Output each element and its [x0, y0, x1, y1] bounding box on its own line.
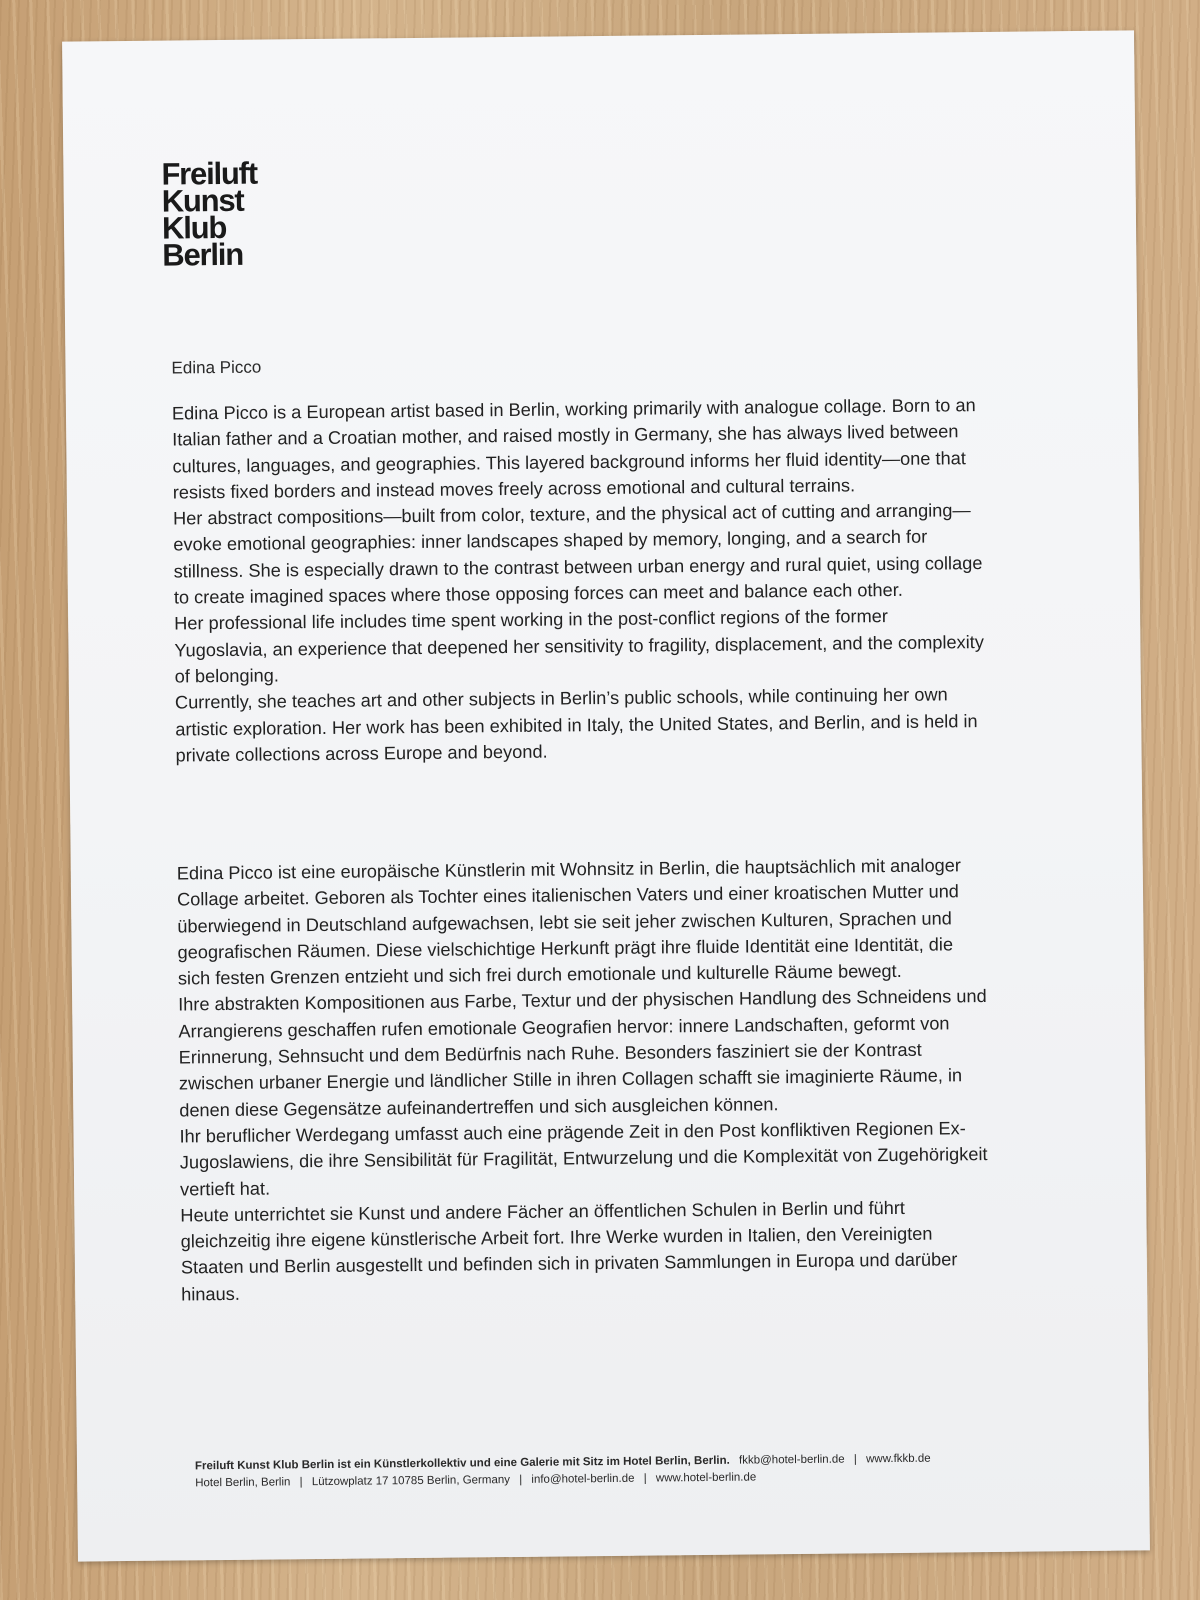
logo-line-3: Klub: [161, 209, 227, 246]
logo-line-4: Berlin: [162, 236, 244, 273]
german-paragraph: Ihre abstrakten Kompositionen aus Farbe, Textur und der physischen Handlung des Schneidens und Arrangierens geschaffen rufen emotionale Geografien hervor: innere Landschaften, geformt von Erinnerung, Sehnsucht und dem Bedürfnis nach Ruhe. Besonders fasziniert sie der Kontrast zwischen urbaner Energie und ländlicher Stille in ihren Collagen schafft sie imaginierte Räume, in denen diese Gegensätze aufeinandertreffen und sich ausgleichen können.: [178, 986, 987, 1121]
logo-line-2: Kunst: [161, 182, 244, 219]
footer-separator: |: [643, 1472, 647, 1485]
german-paragraph: Ihr beruflicher Werdegang umfasst auch eine prägende Zeit in den Post konfliktiven Regionen Ex-Jugoslawiens, die ihre Sensibilität für Fragilität, Entwurzelung und die Komplexität von Zugehörigkeit vertieft hat.: [179, 1118, 988, 1200]
document-sheet: [62, 30, 1150, 1561]
english-paragraph: Her professional life includes time spent working in the post-conflict regions of the former Yugoslavia, an experience that deepened her sensitivity to fragility, displacement, and the complexity of belonging.: [174, 606, 984, 687]
footer-separator: |: [853, 1453, 857, 1466]
footer-email-hotel: info@hotel-berlin.de: [531, 1472, 635, 1486]
english-paragraph: Currently, she teaches art and other subjects in Berlin’s public schools, while continuing her own artistic exploration. Her work has been exhibited in Italy, the United States, and Berlin, and is held in private collections across Europe and beyond.: [174, 684, 978, 766]
footer-tagline: Freiluft Kunst Klub Berlin ist ein Künstlerkollektiv und eine Galerie mit Sitz im Hotel Berlin, Berlin.: [194, 1454, 730, 1473]
german-biography: [177, 852, 992, 1308]
footer-web-fkkb: www.fkkb.de: [866, 1452, 931, 1466]
german-paragraph: Heute unterrichtet sie Kunst und andere Fächer an öffentlichen Schulen in Berlin und führt gleichzeitig ihre eigene künstlerische Arbeit fort. Ihre Werke wurden in Italien, den Vereinigten Staaten und Berlin ausgestellt und befinden sich in privaten Sammlungen in Europa und darüber hinaus.: [180, 1197, 958, 1305]
author-name: Edina Picco: [171, 357, 262, 378]
english-paragraph: Edina Picco is a European artist based in Berlin, working primarily with analogue collage. Born to an Italian father and a Croatian mother, and raised mostly in Germany, she has always lived between cultures, languages, and geographies. This layered background informs her fluid identity—one that resists fixed borders and instead moves freely across emotional and cultural terrains.: [171, 395, 976, 503]
footer-separator: |: [299, 1476, 303, 1489]
footer-address: Lützowplatz 17 10785 Berlin, Germany: [311, 1474, 511, 1489]
english-paragraph: Her abstract compositions—built from color, texture, and the physical act of cutting and arranging—evoke emotional geographies: inner landscapes shaped by memory, longing, and a search for stillness. She is especially drawn to the contrast between urban energy and rural quiet, using collage to create imagined spaces where those opposing forces can meet and balance each other.: [172, 500, 983, 608]
footer-email-fkkb: fkkb@hotel-berlin.de: [738, 1453, 845, 1467]
freiluft-kunst-klub-logo: [161, 155, 258, 273]
footer-web-hotel: www.hotel-berlin.de: [655, 1471, 757, 1485]
footer-separator: |: [519, 1473, 523, 1486]
footer: [195, 1451, 931, 1493]
logo-line-1: Freiluft: [161, 155, 258, 192]
english-biography: [172, 392, 986, 769]
footer-hotel: Hotel Berlin, Berlin: [195, 1476, 291, 1490]
german-paragraph: Edina Picco ist eine europäische Künstlerin mit Wohnsitz in Berlin, die hauptsächlich mit analoger Collage arbeitet. Geboren als Tochter eines italienischen Vaters und einer kroatischen Mutter und überwiegend in Deutschland aufgewachsen, lebt sie seit jeher zwischen Kulturen, Sprachen und geografischen Räumen. Diese vielschichtige Herkunft prägt ihre fluide Identität eine Identität, die sich festen Grenzen entzieht und sich frei durch emotionale und kulturelle Räume bewegt.: [176, 855, 962, 989]
